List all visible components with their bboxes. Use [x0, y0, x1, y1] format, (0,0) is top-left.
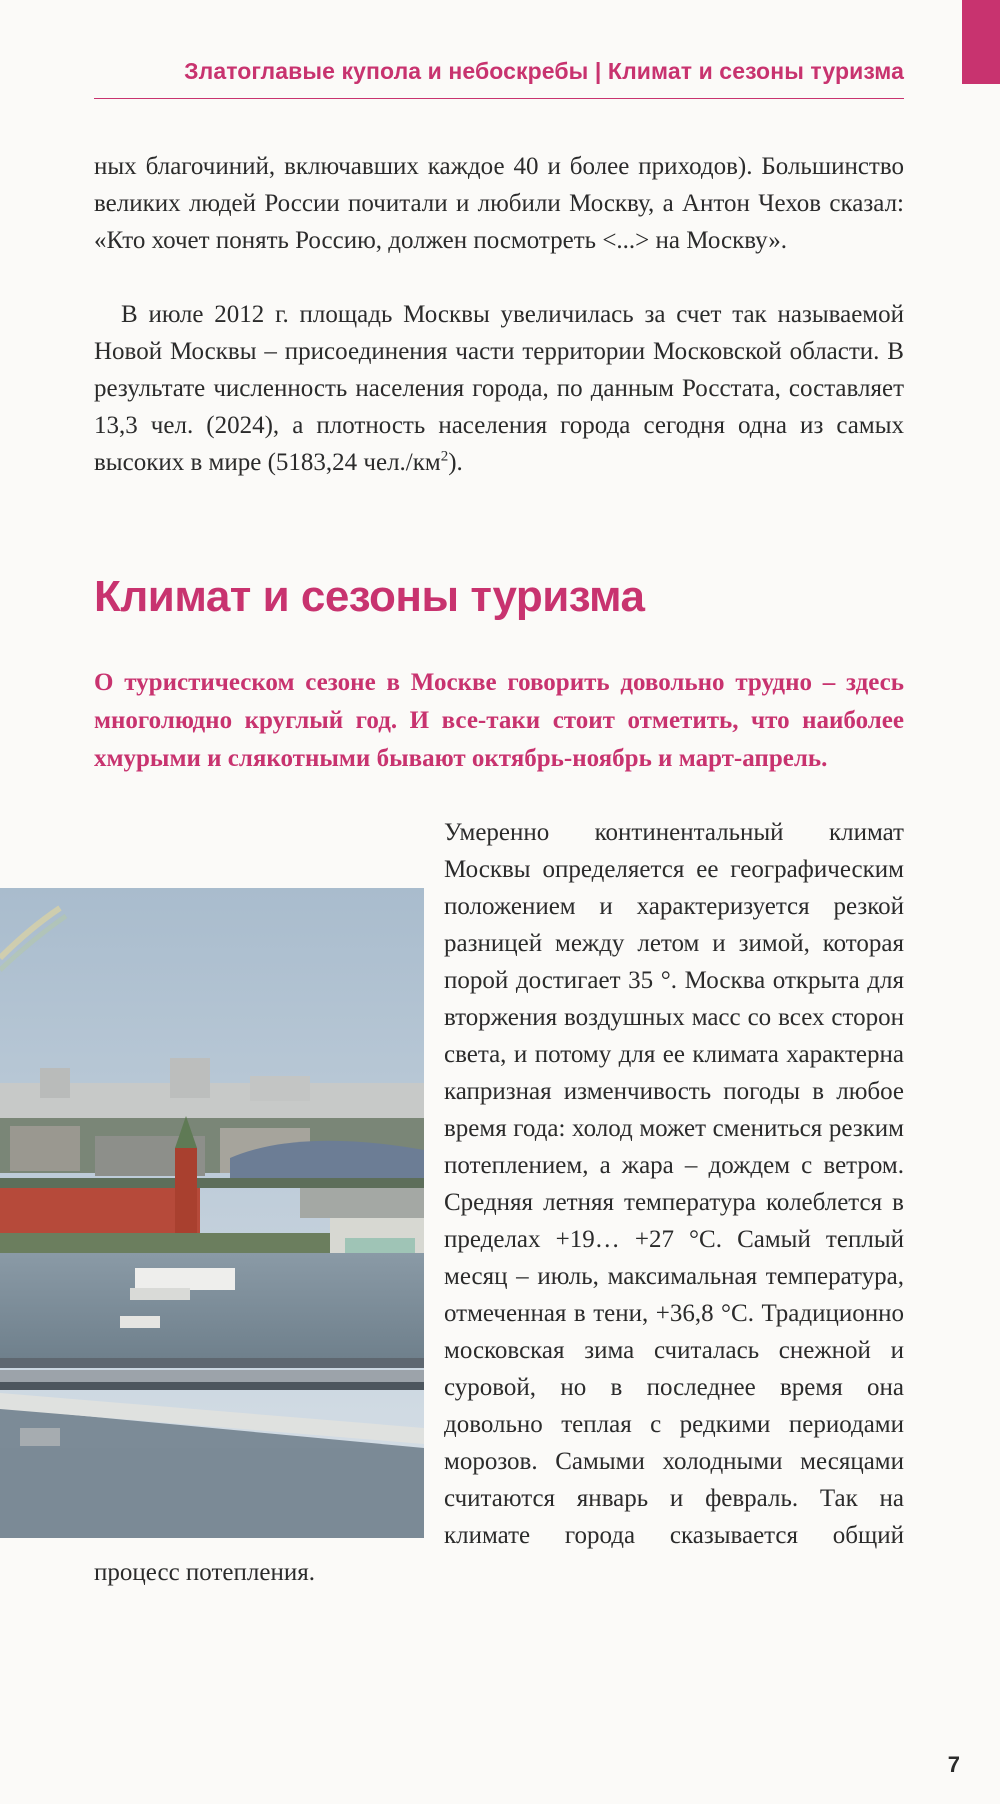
lead-paragraph: О туристическом сезоне в Москве говорить довольно трудно – здесь многолюдно круглый год. И все-таки стоит отметить, что наиболее хмурыми и слякотными бывают октябрь-ноябрь и март-апрель.: [94, 669, 904, 772]
chapter-tab-marker: [962, 0, 1000, 84]
page-number: 7: [947, 1752, 960, 1777]
header-rule: [94, 98, 904, 99]
density-superscript: 2: [440, 448, 449, 465]
paragraph-2: [94, 296, 904, 481]
paragraph-1: ных благочиний, включавших каждое 40 и более приходов). Большинство великих людей России почитали и любили Москву, а Антон Чехов сказал: «Кто хочет понять Россию, должен посмотреть <...> на Москву».: [94, 153, 904, 254]
section-title: Климат и сезоны туризма: [94, 572, 645, 621]
density-close: ).: [448, 449, 463, 476]
climate-paragraph: Умеренно континентальный климат Москвы определяется ее географическим положением и характеризуется резкой разницей между летом и зимой, которая порой достигает 35 °. Москва открыта для вторжения воздушных масс со всех сторон света, и потому для ее климата характерна капризная изменчивость погоды в любое время года: холод может смениться резким потеплением, а жара – дождем с ветром. Средняя летняя температура колеблется в пределах +19… +27 °С. Самый теплый месяц – июль, максимальная температура, отмеченная в тени, +36,8 °С. Традиционно московская зима считалась снежной и суровой, но в последнее время она довольно теплая с редкими периодами морозов. Самыми холодными месяцами считаются январь и февраль. Так на климате города сказывается общий процесс потепления.: [94, 819, 904, 1586]
moscow-river-photo: [0, 888, 424, 1538]
paragraph-2-text: В июле 2012 г. площадь Москвы увеличилась за счет так называемой Новой Москвы – присоединения части территории Московской области. В результате численность населения города, по данным Росстата, составляет 13,3 чел. (2024), а плотность населения города сегодня одна из самых высоких в мире (5183,24 чел./км: [94, 301, 904, 476]
climate-section: [94, 814, 904, 1591]
running-head: Златоглавые купола и небоскребы | Климат и сезоны туризма: [184, 58, 904, 84]
